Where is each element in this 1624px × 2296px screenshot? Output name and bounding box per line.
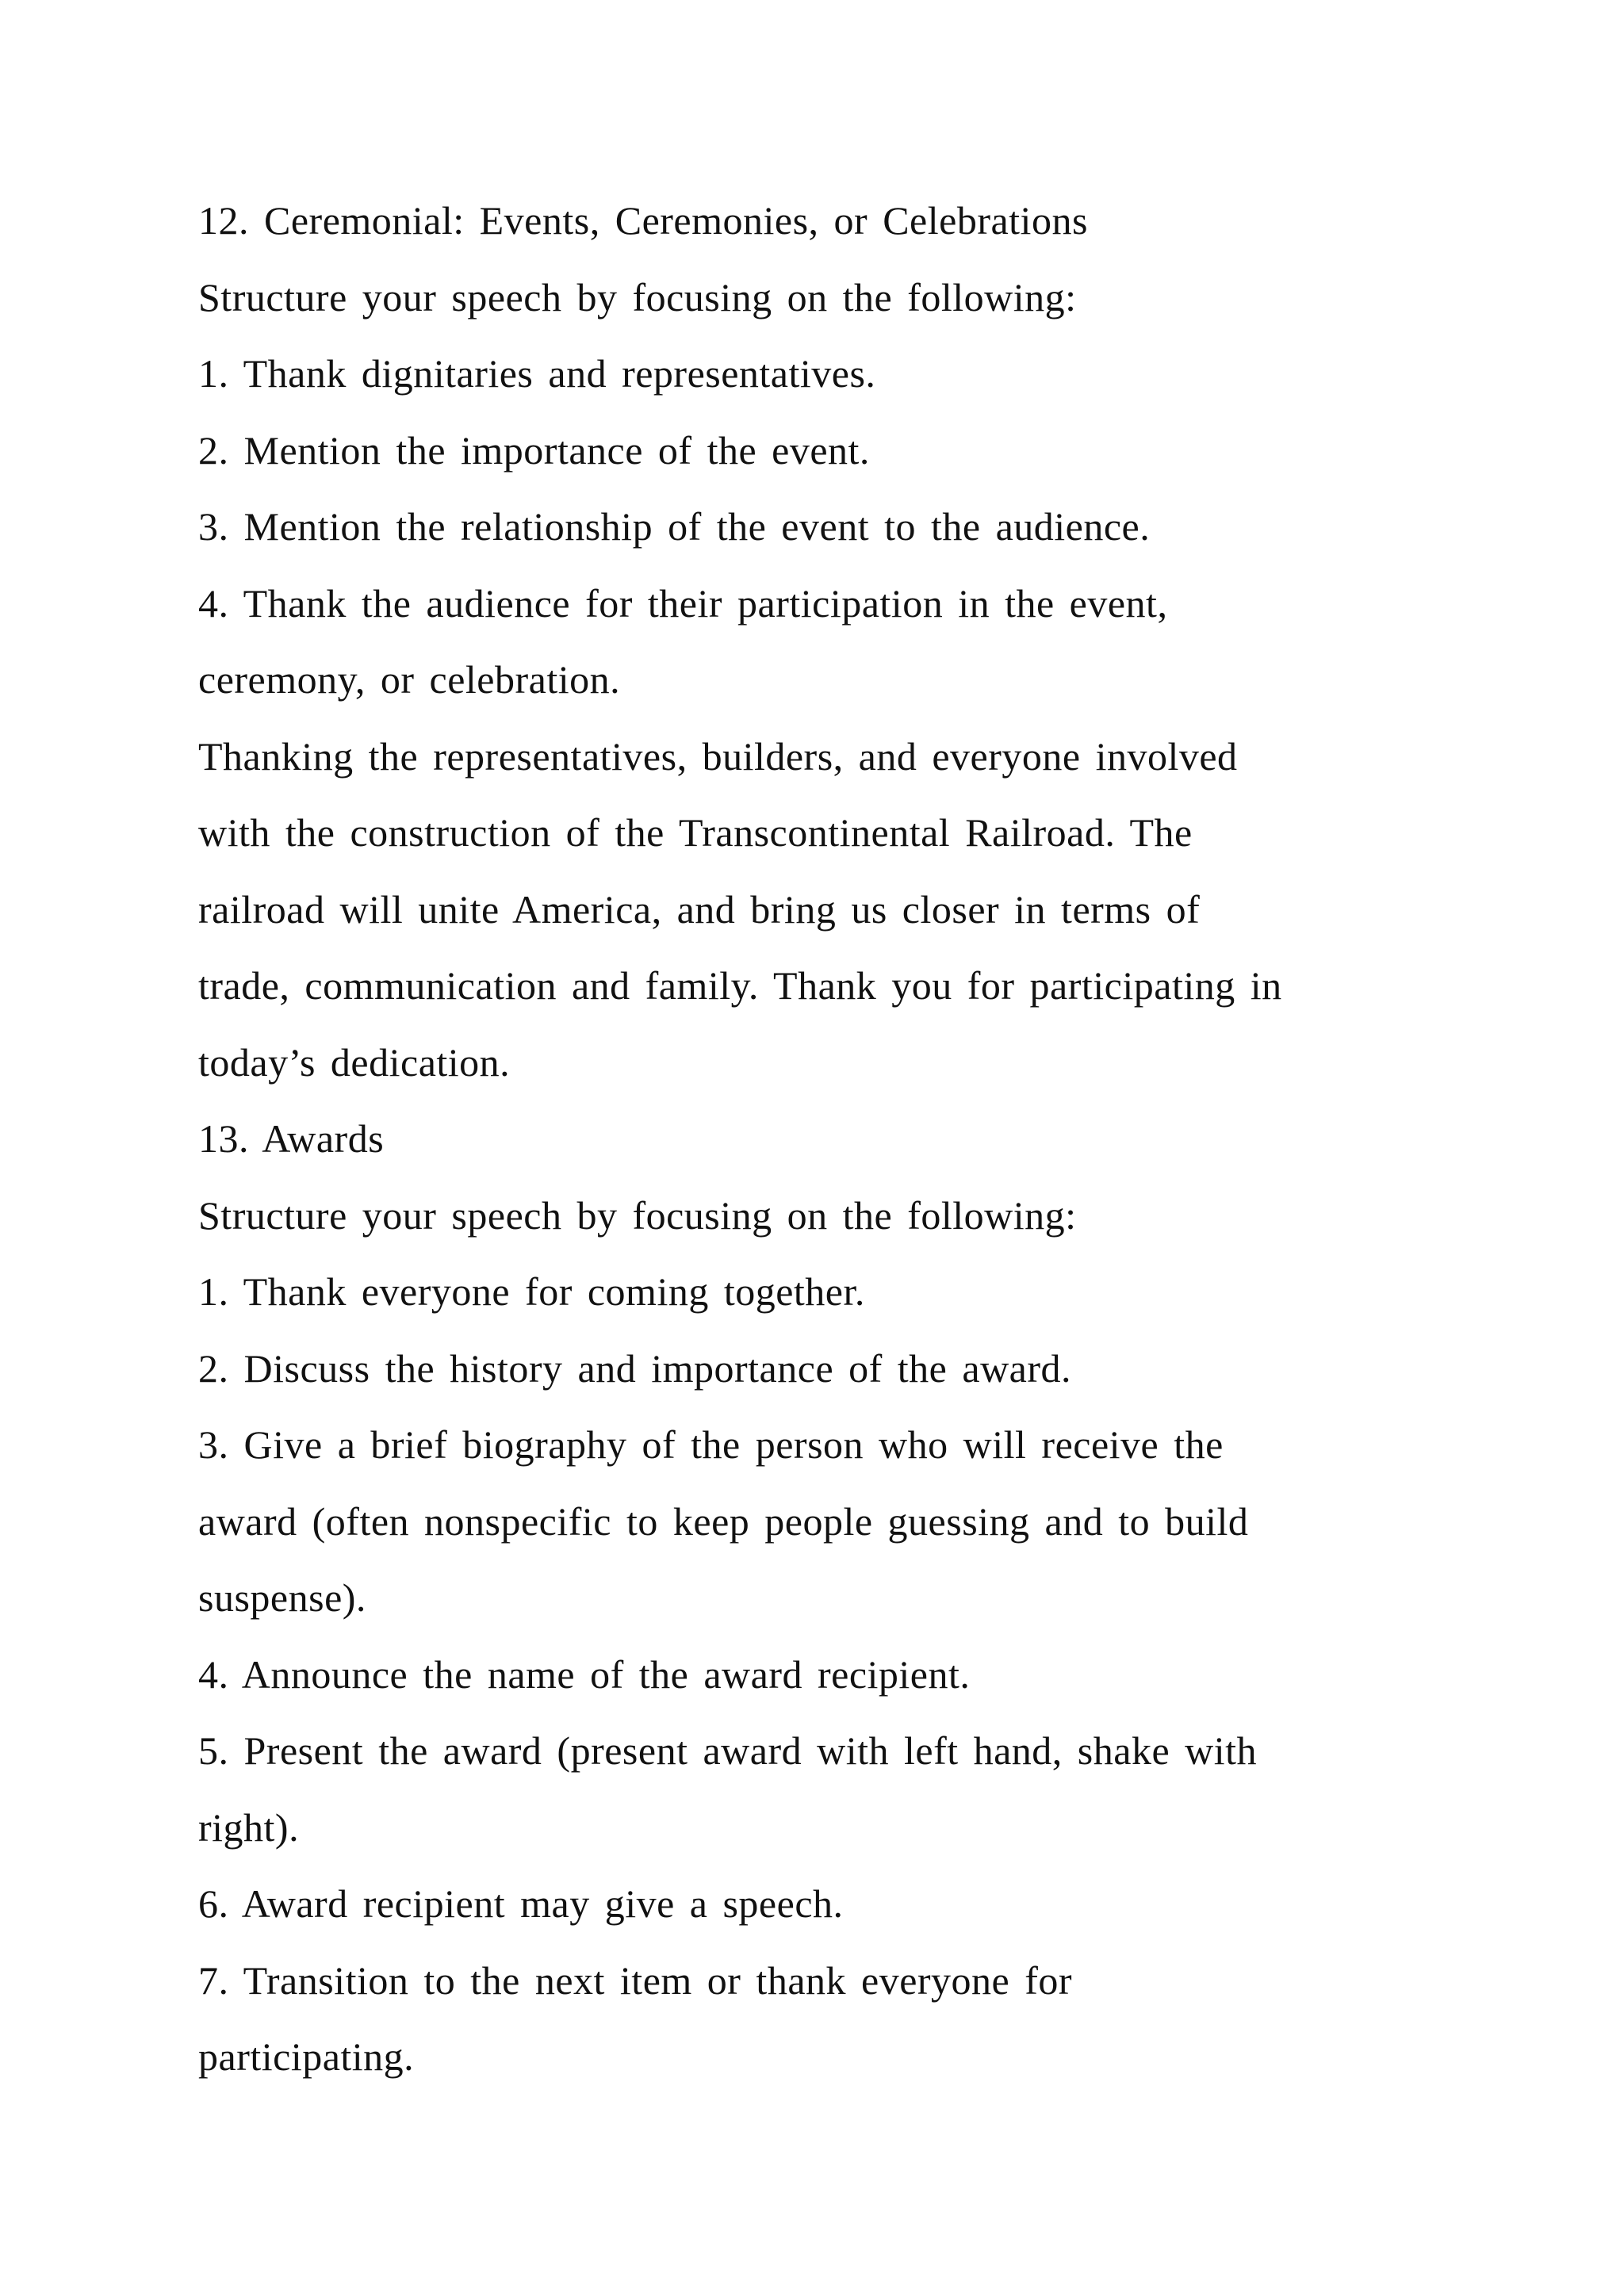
list-item: 1. Thank dignitaries and representatives.: [198, 351, 876, 396]
section-heading-ceremonial: 12. Ceremonial: Events, Ceremonies, or Celebrations: [198, 198, 1088, 243]
section-heading-awards: 13. Awards: [198, 1116, 385, 1161]
list-item: 7. Transition to the next item or thank everyone for: [198, 1957, 1073, 2003]
structure-intro: Structure your speech by focusing on the following:: [198, 274, 1077, 320]
example-paragraph-line: railroad will unite America, and bring us closer in terms of: [198, 886, 1201, 932]
list-item: 2. Discuss the history and importance of the award.: [198, 1345, 1072, 1391]
example-paragraph-line: today’s dedication.: [198, 1039, 511, 1085]
example-paragraph-line: with the construction of the Transcontinental Railroad. The: [198, 810, 1193, 855]
list-item: 3. Mention the relationship of the event to the audience.: [198, 504, 1151, 549]
list-item-continuation: right).: [198, 1804, 300, 1850]
example-paragraph-line: Thanking the representatives, builders, and everyone involved: [198, 733, 1238, 779]
list-item: 4. Thank the audience for their participation in the event,: [198, 580, 1168, 626]
list-item-continuation: award (often nonspecific to keep people guessing and to build: [198, 1498, 1249, 1544]
document-body: [198, 192, 1515, 2105]
list-item: 3. Give a brief biography of the person who will receive the: [198, 1422, 1224, 1467]
list-item: 5. Present the award (present award with left hand, shake with: [198, 1728, 1258, 1773]
example-paragraph-line: trade, communication and family. Thank you for participating in: [198, 963, 1282, 1008]
list-item: 1. Thank everyone for coming together.: [198, 1269, 865, 1314]
list-item: 2. Mention the importance of the event.: [198, 427, 870, 473]
list-item-continuation: participating.: [198, 2034, 415, 2079]
list-item-continuation: suspense).: [198, 1575, 366, 1620]
list-item: 6. Award recipient may give a speech.: [198, 1881, 844, 1926]
list-item-continuation: ceremony, or celebration.: [198, 657, 621, 702]
list-item: 4. Announce the name of the award recipient.: [198, 1651, 971, 1697]
structure-intro: Structure your speech by focusing on the following:: [198, 1192, 1077, 1238]
